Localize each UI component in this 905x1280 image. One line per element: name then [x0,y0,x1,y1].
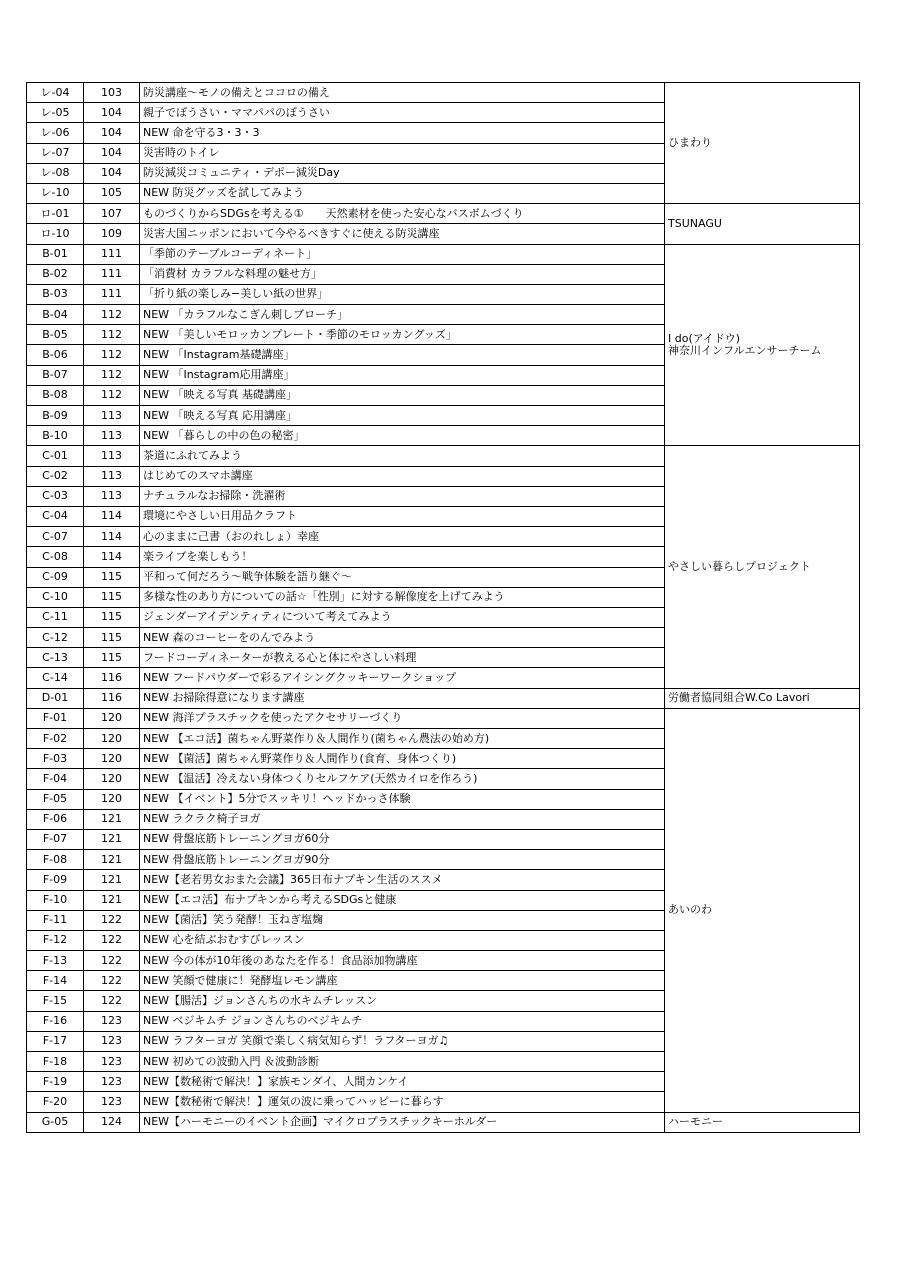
course-code: C-07 [27,527,84,547]
course-title: 災害時のトイレ [140,143,665,163]
course-title: NEW 笑顔で健康に！発酵塩レモン講座 [140,971,665,991]
course-code: レ-07 [27,143,84,163]
course-code: レ-08 [27,163,84,183]
course-title: NEW ラクラク椅子ヨガ [140,809,665,829]
page-number: 121 [84,870,140,890]
course-title: ジェンダーアイデンティティについて考えてみよう [140,607,665,627]
course-title: 災害大国ニッポンにおいて今やるべきすぐに使える防災講座 [140,224,665,244]
table-row [27,83,860,103]
course-code: B-05 [27,325,84,345]
page-number: 122 [84,910,140,930]
course-code: C-10 [27,587,84,607]
page-number: 120 [84,789,140,809]
page-number: 104 [84,103,140,123]
course-title: 多様な性のあり方についての話☆「性別」に対する解像度を上げてみよう [140,587,665,607]
course-code: B-07 [27,365,84,385]
course-title: NEW フードパウダーで彩るアイシングクッキーワークショップ [140,668,665,688]
course-code: F-12 [27,930,84,950]
course-title: NEW 【菌活】菌ちゃん野菜作り＆人間作り(食育、身体つくり) [140,749,665,769]
course-title: ナチュラルなお掃除・洗濯術 [140,486,665,506]
page-number: 112 [84,365,140,385]
page-number: 116 [84,688,140,708]
page-number: 122 [84,951,140,971]
page-number: 120 [84,769,140,789]
course-title: NEW ベジキムチ ジョンさんちのベジキムチ [140,1011,665,1031]
table-row [27,1112,860,1132]
page-number: 103 [84,83,140,103]
page-number: 115 [84,587,140,607]
page-number: 114 [84,547,140,567]
course-title: 心のままに己書（おのれしょ）幸座 [140,527,665,547]
course-code: F-14 [27,971,84,991]
page-number: 115 [84,607,140,627]
course-title: NEW お掃除得意になります講座 [140,688,665,708]
course-code: G-05 [27,1112,84,1132]
course-title: NEW 「映える写真 応用講座」 [140,406,665,426]
course-code: F-09 [27,870,84,890]
course-code: F-10 [27,890,84,910]
course-code: B-08 [27,385,84,405]
course-title: 「消費材 カラフルな料理の魅せ方」 [140,264,665,284]
course-code: F-13 [27,951,84,971]
table-row [27,446,860,466]
course-code: F-03 [27,749,84,769]
page-number: 121 [84,829,140,849]
organization-name: ひまわり [665,83,860,204]
page-number: 104 [84,163,140,183]
page-number: 120 [84,749,140,769]
page-number: 121 [84,890,140,910]
course-title: NEW 命を守る3・3・3 [140,123,665,143]
course-code: F-19 [27,1072,84,1092]
course-title: 親子でぼうさい・ママパパのぼうさい [140,103,665,123]
course-code: B-01 [27,244,84,264]
page-number: 112 [84,325,140,345]
course-title: 平和って何だろう〜戦争体験を語り継ぐ〜 [140,567,665,587]
course-title: NEW【数秘術で解決！】家族モンダイ、人間カンケイ [140,1072,665,1092]
course-title: 茶道にふれてみよう [140,446,665,466]
course-title: NEW【数秘術で解決！】運気の波に乗ってハッピーに暮らす [140,1092,665,1112]
course-code: C-08 [27,547,84,567]
course-code: B-03 [27,284,84,304]
course-code: F-02 [27,729,84,749]
course-title: NEW【老若男女おまた会議】365日布ナプキン生活のススメ [140,870,665,890]
organization-name: I do(アイドウ) 神奈川インフルエンサーチーム [665,244,860,446]
page-number: 104 [84,143,140,163]
page-number: 111 [84,244,140,264]
course-title: NEW【菌活】笑う発酵！玉ねぎ塩麹 [140,910,665,930]
page-number: 115 [84,628,140,648]
course-code: F-04 [27,769,84,789]
page-number: 123 [84,1011,140,1031]
course-code: C-14 [27,668,84,688]
course-title: NEW 今の体が10年後のあなたを作る！食品添加物講座 [140,951,665,971]
page-number: 113 [84,486,140,506]
course-code: F-05 [27,789,84,809]
course-table [26,82,860,1133]
course-title: 環境にやさしい日用品クラフト [140,506,665,526]
page-number: 104 [84,123,140,143]
page-number: 114 [84,527,140,547]
course-code: C-09 [27,567,84,587]
course-code: D-01 [27,688,84,708]
course-title: NEW 「カラフルなこぎん刺しブローチ」 [140,305,665,325]
page-number: 113 [84,466,140,486]
course-code: C-02 [27,466,84,486]
page-number: 112 [84,345,140,365]
page-number: 123 [84,1092,140,1112]
course-code: ロ-10 [27,224,84,244]
course-title: 防災講座〜モノの備えとココロの備え [140,83,665,103]
course-title: NEW 骨盤底筋トレーニングヨガ60分 [140,829,665,849]
page-number: 123 [84,1052,140,1072]
course-title: NEW 初めての波動入門 ＆波動診断 [140,1052,665,1072]
course-title: NEW【ハーモニーのイベント企画】マイクロプラスチックキーホルダー [140,1112,665,1132]
course-title: NEW 「暮らしの中の色の秘密」 [140,426,665,446]
course-code: C-01 [27,446,84,466]
course-code: C-12 [27,628,84,648]
course-title: NEW 骨盤底筋トレーニングヨガ90分 [140,850,665,870]
organization-name: ハーモニー [665,1112,860,1132]
course-code: F-16 [27,1011,84,1031]
page-number: 121 [84,850,140,870]
course-title: NEW 防災グッズを試してみよう [140,183,665,203]
course-code: レ-06 [27,123,84,143]
course-title: NEW 「Instagram基礎講座」 [140,345,665,365]
course-title: NEW 【エコ活】菌ちゃん野菜作り＆人間作り(菌ちゃん農法の始め方) [140,729,665,749]
course-code: F-18 [27,1052,84,1072]
course-code: C-03 [27,486,84,506]
course-title: NEW ラフターヨガ 笑顔で楽しく病気知らず！ラフターヨガ♫ [140,1031,665,1051]
course-code: B-06 [27,345,84,365]
course-title: 防災減災コミュニティ・デポー減災Day [140,163,665,183]
page-number: 115 [84,648,140,668]
course-title: NEW 海洋プラスチックを使ったアクセサリーづくり [140,708,665,728]
page-number: 121 [84,809,140,829]
course-title: NEW 「美しいモロッカンプレート・季節のモロッカングッズ」 [140,325,665,345]
course-title: NEW 「映える写真 基礎講座」 [140,385,665,405]
course-code: B-02 [27,264,84,284]
page-number: 113 [84,406,140,426]
page-number: 112 [84,385,140,405]
table-row [27,204,860,224]
course-title: ものづくりからSDGsを考える① 天然素材を使った安心なバスボムづくり [140,204,665,224]
organization-name: 労働者協同組合W.Co Lavori [665,688,860,708]
course-code: B-10 [27,426,84,446]
course-code: F-17 [27,1031,84,1051]
page-number: 115 [84,567,140,587]
course-title: 「折り紙の楽しみ−美しい紙の世界」 [140,284,665,304]
organization-name: TSUNAGU [665,204,860,244]
course-code: ロ-01 [27,204,84,224]
page-number: 123 [84,1031,140,1051]
course-title: 「季節のテーブルコーディネート」 [140,244,665,264]
page-number: 116 [84,668,140,688]
course-title: NEW【腸活】ジョンさんちの水キムチレッスン [140,991,665,1011]
page-number: 123 [84,1072,140,1092]
course-title: はじめてのスマホ講座 [140,466,665,486]
page-number: 122 [84,971,140,991]
table-row [27,708,860,728]
page-number: 109 [84,224,140,244]
course-title: NEW 心を結ぶおむすびレッスン [140,930,665,950]
course-code: C-04 [27,506,84,526]
page-number: 112 [84,305,140,325]
table-row [27,688,860,708]
course-code: F-11 [27,910,84,930]
organization-name: やさしい暮らしプロジェクト [665,446,860,688]
course-title: フードコーディネーターが教える心と体にやさしい料理 [140,648,665,668]
course-code: C-13 [27,648,84,668]
table-row [27,244,860,264]
course-table-body [27,83,860,1133]
course-title: NEW【エコ活】布ナプキンから考えるSDGsと健康 [140,890,665,910]
page-number: 122 [84,930,140,950]
course-code: F-07 [27,829,84,849]
course-code: F-15 [27,991,84,1011]
page-number: 120 [84,708,140,728]
page-number: 111 [84,264,140,284]
page-number: 114 [84,506,140,526]
page-number: 107 [84,204,140,224]
page-number: 111 [84,284,140,304]
course-code: F-20 [27,1092,84,1112]
course-title: NEW 「Instagram応用講座」 [140,365,665,385]
course-code: B-04 [27,305,84,325]
course-code: F-06 [27,809,84,829]
page-number: 113 [84,446,140,466]
page-number: 124 [84,1112,140,1132]
course-title: 楽ライブを楽しもう！ [140,547,665,567]
page-number: 122 [84,991,140,1011]
course-title: NEW 【温活】冷えない身体つくりセルフケア(天然カイロを作ろう) [140,769,665,789]
organization-name: あいのわ [665,708,860,1112]
course-code: F-08 [27,850,84,870]
course-title: NEW 【イベント】5分でスッキリ！ヘッドかっさ体験 [140,789,665,809]
page-number: 113 [84,426,140,446]
course-code: F-01 [27,708,84,728]
course-code: レ-05 [27,103,84,123]
course-code: レ-10 [27,183,84,203]
page-number: 105 [84,183,140,203]
course-code: C-11 [27,607,84,627]
course-title: NEW 森のコーヒーをのんでみよう [140,628,665,648]
course-code: B-09 [27,406,84,426]
page-number: 120 [84,729,140,749]
course-code: レ-04 [27,83,84,103]
